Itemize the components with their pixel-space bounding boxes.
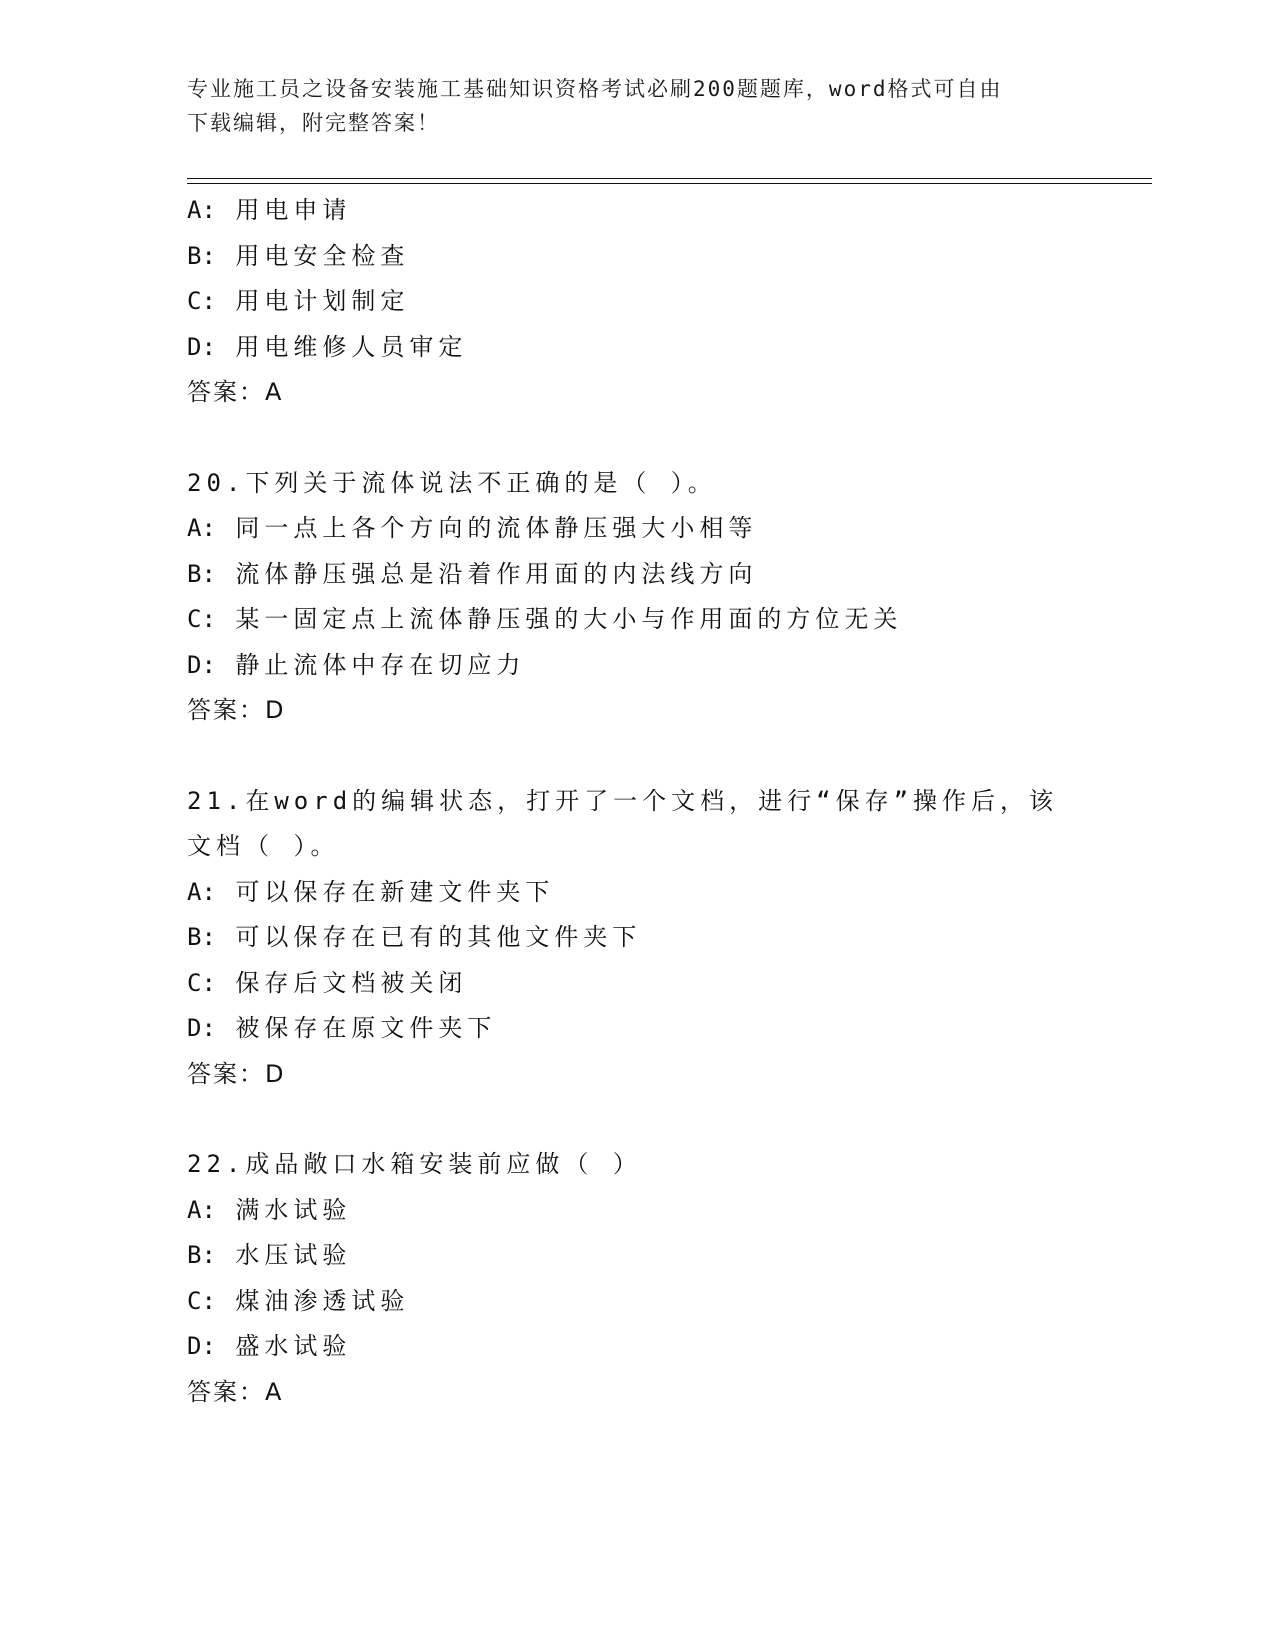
option-d: D: 用电维修人员审定 [187,332,468,361]
option-d: D: 静止流体中存在切应力 [187,650,526,679]
question-stem-continued: 文档（ ）。 [187,832,340,860]
option-a: A: 同一点上各个方向的流体静压强大小相等 [187,514,758,542]
option-b: B: 可以保存在已有的其他文件夹下 [187,923,642,951]
question-22 [187,1142,1147,1415]
option-c: C: 煤油渗透试验 [187,1286,410,1315]
answer-line: 答案：D [187,1059,286,1088]
option-b: B: 用电安全检查 [187,241,410,270]
question-stem: 22.成品敞口水箱安装前应做（ ） [187,1150,642,1178]
option-a: A: 满水试验 [187,1195,352,1224]
header-line-1: 专业施工员之设备安装施工基础知识资格考试必刷200题题库，word格式可自由 [187,77,1003,101]
option-d: D: 被保存在原文件夹下 [187,1014,497,1042]
question-stem: 21.在word的编辑状态，打开了一个文档，进行“保存”操作后，该 [187,786,1059,815]
option-a: A: 用电申请 [187,196,352,224]
option-c: C: 用电计划制定 [187,287,410,315]
answer-line: 答案：A [187,378,284,406]
question-21 [187,779,1147,1098]
header-divider-bottom [187,183,1152,184]
question-19-continuation [187,188,1147,416]
answer-line: 答案：D [187,696,286,724]
question-list [187,188,1147,1415]
option-b: B: 流体静压强总是沿着作用面的内法线方向 [187,559,758,588]
question-20 [187,461,1147,734]
option-c: C: 保存后文档被关闭 [187,968,468,997]
option-b: B: 水压试验 [187,1241,352,1269]
page-header [187,72,1067,140]
option-d: D: 盛水试验 [187,1332,352,1360]
header-line-2: 下载编辑，附完整答案！ [187,111,440,135]
header-divider-top [187,178,1152,179]
option-c: C: 某一固定点上流体静压强的大小与作用面的方位无关 [187,605,903,633]
question-stem: 20.下列关于流体说法不正确的是（ ）。 [187,468,717,497]
option-a: A: 可以保存在新建文件夹下 [187,877,555,906]
answer-line: 答案：A [187,1377,284,1406]
